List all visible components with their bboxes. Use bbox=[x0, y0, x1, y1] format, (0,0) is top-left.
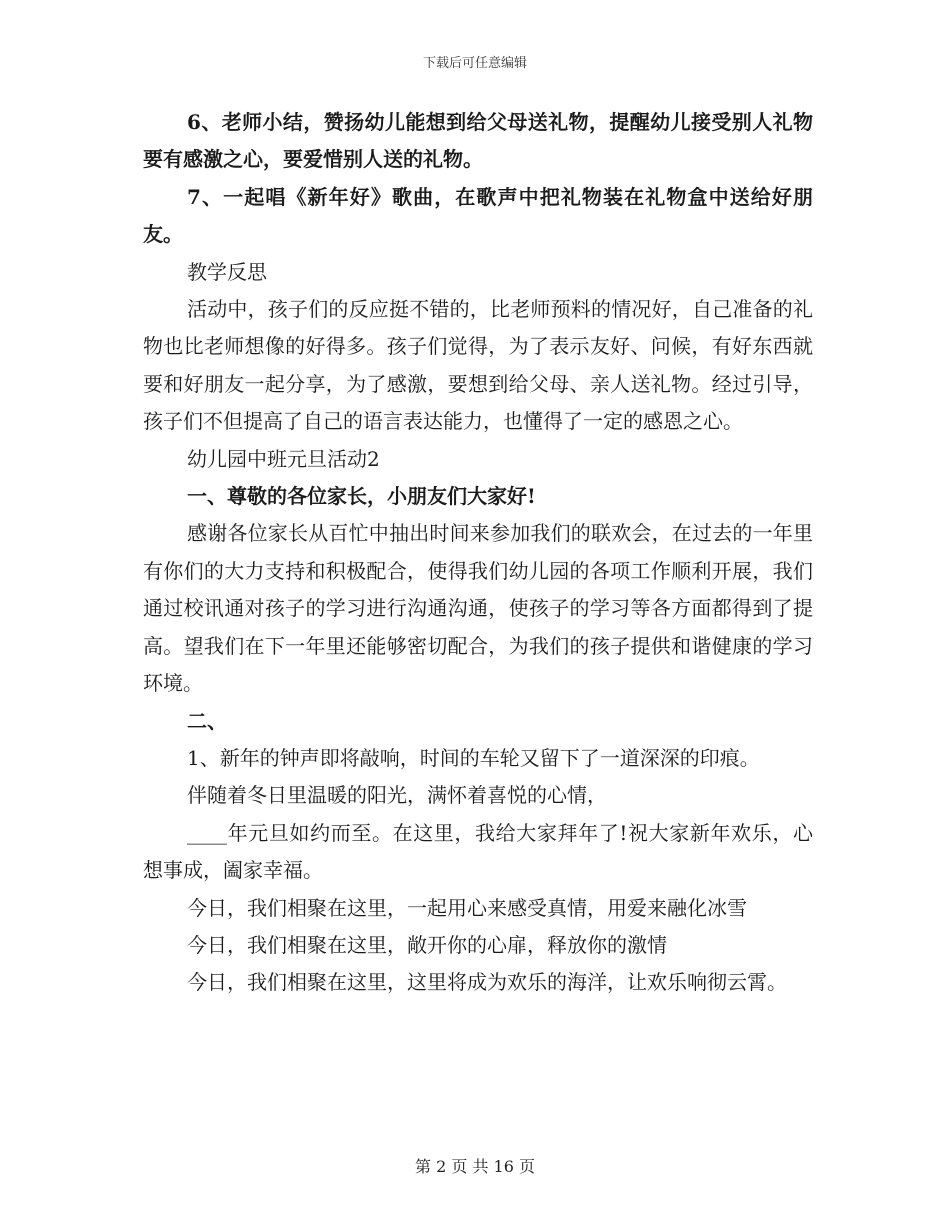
page-header: 下载后可任意编辑 bbox=[422, 56, 527, 71]
paragraph-today-3: 今日，我们相聚在这里，这里将成为欢乐的海洋，让欢乐响彻云霄。 bbox=[187, 970, 787, 995]
paragraph-new-year-1: 1、新年的钟声即将敲响，时间的车轮又留下了一道深深的印痕。 bbox=[187, 745, 760, 770]
section-heading-reflection: 教学反思 bbox=[187, 259, 267, 284]
paragraph-reflection: 活动中，孩子们的反应挺不错的，比老师预料的情况好，自己准备的礼物也比老师想像的好得多。孩子们觉得，为了表示友好、问候，有好东西就要和好朋友一起分享，为了感激，要想到给父母、亲人送礼物。经过引导，孩子们不但提高了自己的语言表达能力，也懂得了一定的感恩之心。 bbox=[143, 297, 813, 434]
paragraph-greeting: ____年元旦如约而至。在这里，我给大家拜年了!祝大家新年欢乐，心想事成，阖家幸福。 bbox=[143, 820, 813, 883]
paragraph-today-1: 今日，我们相聚在这里，一起用心来感受真情，用爱来融化冰雪 bbox=[187, 895, 747, 920]
section-heading-activity-2: 幼儿园中班元旦活动2 bbox=[187, 446, 380, 471]
paragraph-step-6: 6、老师小结，赞扬幼儿能想到给父母送礼物，提醒幼儿接受别人礼物要有感激之心，要爱惜别人送的礼物。 bbox=[143, 110, 813, 172]
paragraph-today-2: 今日，我们相聚在这里，敞开你的心扉，释放你的激情 bbox=[187, 932, 667, 957]
page-footer: 第 2 页 共 16 页 bbox=[415, 1157, 535, 1176]
heading-part-2: 二、 bbox=[187, 708, 227, 733]
document-body bbox=[143, 104, 813, 1002]
paragraph-sunshine: 伴随着冬日里温暖的阳光，满怀着喜悦的心情， bbox=[187, 783, 607, 808]
heading-part-1: 一、尊敬的各位家长，小朋友们大家好! bbox=[187, 484, 536, 509]
paragraph-step-7: 7、一起唱《新年好》歌曲，在歌声中把礼物装在礼物盒中送给好朋友。 bbox=[143, 184, 813, 247]
paragraph-thanks: 感谢各位家长从百忙中抽出时间来参加我们的联欢会，在过去的一年里有你们的大力支持和积极配合，使得我们幼儿园的各项工作顺利开展，我们通过校讯通对孩子的学习进行沟通沟通，使孩子的学习等各方面都得到了提高。望我们在下一年里还能够密切配合，为我们的孩子提供和谐健康的学习环境。 bbox=[143, 521, 813, 696]
